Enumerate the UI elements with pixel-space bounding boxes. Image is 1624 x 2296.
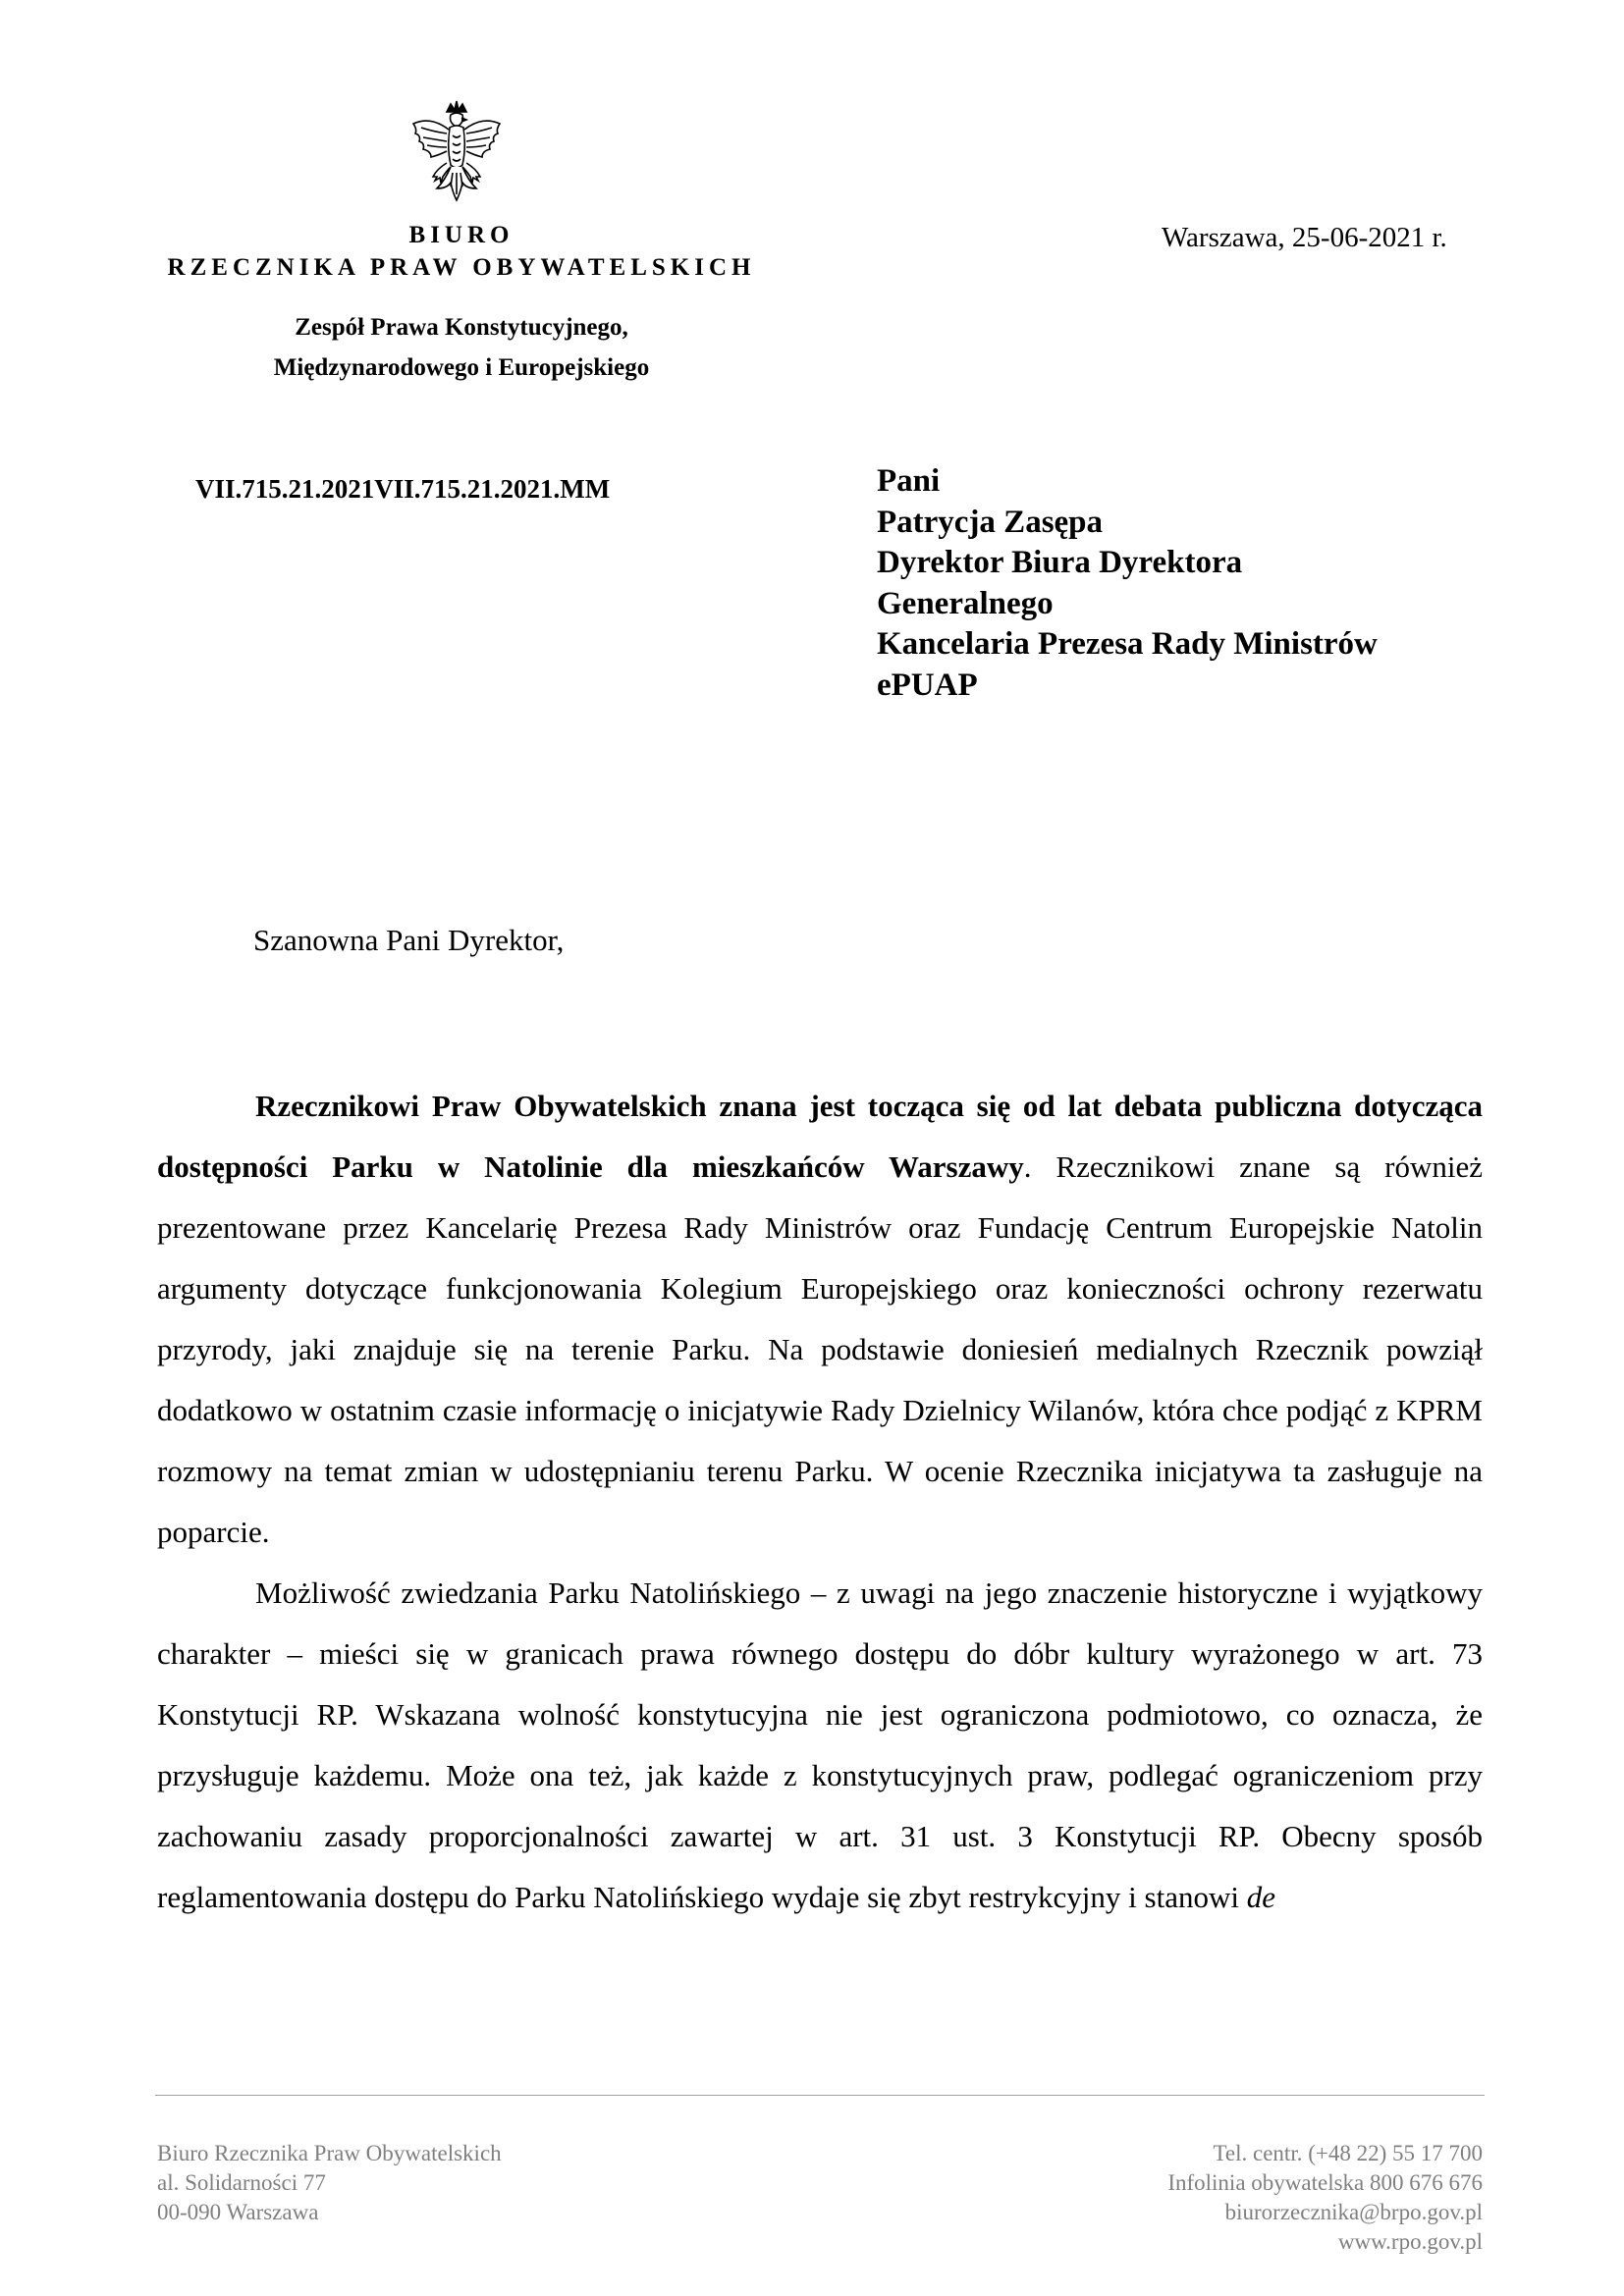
recipient-line: ePUAP bbox=[877, 667, 978, 703]
paragraph-2-italic: de bbox=[1246, 1880, 1275, 1914]
letter-date: Warszawa, 25-06-2021 r. bbox=[1162, 222, 1447, 253]
paragraph-2 bbox=[157, 1563, 1483, 1928]
recipient-address bbox=[877, 461, 1378, 706]
footer-website: www.rpo.gov.pl bbox=[1337, 2229, 1483, 2254]
footer-divider bbox=[155, 2095, 1485, 2096]
recipient-line: Pani bbox=[877, 463, 941, 499]
team-name-line2: Międzynarodowego i Europejskiego bbox=[273, 354, 650, 381]
recipient-line: Dyrektor Biura Dyrektora bbox=[877, 545, 1243, 580]
office-name-line2: RZECZNIKA PRAW OBYWATELSKICH bbox=[167, 254, 756, 281]
office-name-line1: BIURO bbox=[408, 222, 514, 248]
footer-contact bbox=[1167, 2139, 1483, 2257]
reference-number: VII.715.21.2021VII.715.21.2021.MM bbox=[195, 474, 611, 504]
footer-address-line: 00-090 Warszawa bbox=[157, 2200, 319, 2224]
footer-address-line: al. Solidarności 77 bbox=[157, 2170, 326, 2195]
letter-body bbox=[157, 1076, 1483, 1928]
paragraph-1-bold-lead: Rzecznikowi Praw Obywatelskich znana jest tocząca się od lat debata publiczna dotycząca dostępności Parku w Natolinie dla mieszkańców Warszawy bbox=[157, 1089, 1483, 1184]
paragraph-2-text: Możliwość zwiedzania Parku Natolińskiego – z uwagi na jego znaczenie historyczne i wyjątkowy charakter – mieści się w granicach prawa równego dostępu do dóbr kultury wyrażonego w art. 73 Konstytucji RP. Wskazana wolność konstytucyjna nie jest ograniczona podmiotowo, co oznacza, że przysługuje każdemu. Może ona też, jak każde z konstytucyjnych praw, podlegać ograniczeniom przy zachowaniu zasady proporcjonalności zawartej w art. 31 ust. 3 Konstytucji RP. Obecny sposób reglamentowania dostępu do Parku Natolińskiego wydaje się zbyt restrykcyjny i stanowi bbox=[157, 1575, 1483, 1914]
recipient-line: Generalnego bbox=[877, 585, 1054, 621]
footer-phone: Tel. centr. (+48 22) 55 17 700 bbox=[1213, 2141, 1483, 2165]
salutation: Szanowna Pani Dyrektor, bbox=[253, 923, 565, 957]
recipient-line: Kancelaria Prezesa Rady Ministrów bbox=[877, 626, 1378, 662]
footer-hotline: Infolinia obywatelska 800 676 676 bbox=[1167, 2170, 1483, 2195]
footer-address bbox=[157, 2139, 502, 2227]
recipient-line: Patrycja Zasępa bbox=[877, 504, 1104, 540]
footer-email: biurorzecznika@brpo.gov.pl bbox=[1224, 2200, 1483, 2224]
polish-eagle-emblem-icon bbox=[407, 98, 506, 214]
team-name-line1: Zespół Prawa Konstytucyjnego, bbox=[295, 314, 628, 341]
paragraph-1-text: . Rzecznikowi znane są również prezentowane przez Kancelarię Prezesa Rady Ministrów oraz Fundację Centrum Europejskie Natolin argumenty dotyczące funkcjonowania Kolegium Europejskiego oraz konieczności ochrony rezerwatu przyrody, jaki znajduje się na terenie Parku. Na podstawie doniesień medialnych Rzecznik powziął dodatkowo w ostatnim czasie informację o inicjatywie Rady Dzielnicy Wilanów, która chce podjąć z KPRM rozmowy na temat zmian w udostępnianiu terenu Parku. W ocenie Rzecznika inicjatywa ta zasługuje na poparcie. bbox=[157, 1149, 1483, 1549]
paragraph-1 bbox=[157, 1076, 1483, 1563]
footer-address-line: Biuro Rzecznika Praw Obywatelskich bbox=[157, 2141, 502, 2165]
